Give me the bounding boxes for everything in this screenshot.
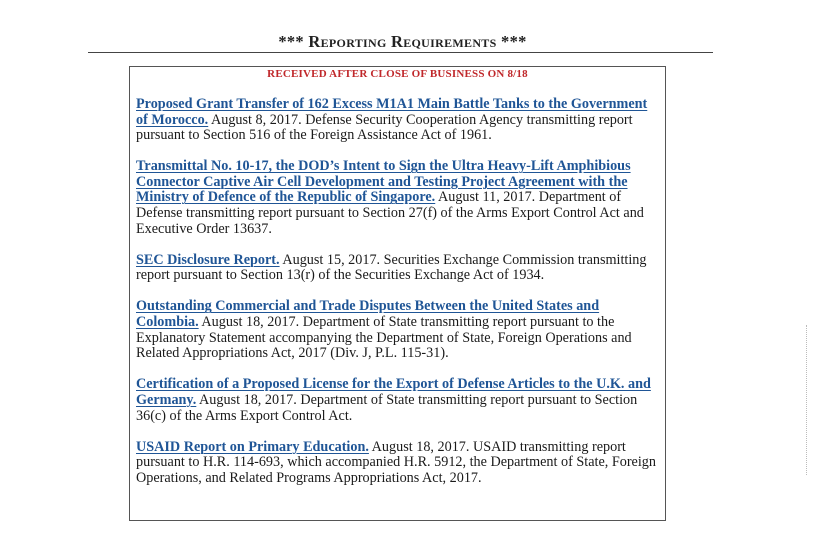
report-entry-uk-germany-license [136, 377, 660, 424]
report-entry-morocco-tanks [136, 97, 660, 144]
report-entry-colombia-disputes [136, 299, 660, 361]
report-link-uk-germany-license[interactable]: Certification of a Proposed License for the Export of Defense Articles to the U.K. and Germany. [136, 376, 651, 408]
report-description: August 11, 2017. Department of Defense transmitting report pursuant to Section 27(f) of the Arms Export Control Act and Executive Order 13637. [136, 189, 644, 237]
title-text: Reporting Requirements [308, 32, 497, 51]
report-description: August 15, 2017. Securities Exchange Commission transmitting report pursuant to Section 13(r) of the Securities Exchange Act of 1934. [136, 251, 647, 284]
report-entry-sec-disclosure [136, 253, 660, 284]
report-list [136, 97, 660, 502]
report-description: August 18, 2017. Department of State transmitting report pursuant to Section 36(c) of the Arms Export Control Act. [136, 391, 638, 424]
report-link-colombia-disputes[interactable]: Outstanding Commercial and Trade Disputes Between the United States and Colombia. [136, 298, 600, 331]
report-link-morocco-tanks[interactable]: Proposed Grant Transfer of 162 Excess M1A1 Main Battle Tanks to the Government of Morocco. [136, 96, 648, 128]
report-description: August 8, 2017. Defense Security Cooperation Agency transmitting report pursuant to Section 516 of the Foreign Assistance Act of 1961. [136, 111, 633, 144]
page-title [0, 32, 805, 52]
title-suffix: *** [501, 32, 527, 51]
received-banner: RECEIVED AFTER CLOSE OF BUSINESS ON 8/18 [267, 68, 528, 80]
scan-edge-mark [806, 325, 809, 475]
title-divider [88, 52, 713, 53]
report-description: August 18, 2017. Department of State transmitting report pursuant to the Explanatory Statement accompanying the Department of State, Foreign Operations and Related Appropriations Act, 2017 (Div. J, P.L. 115-31). [136, 314, 632, 362]
report-description: August 18, 2017. USAID transmitting report pursuant to H.R. 114-693, which accompanied H.R. 5912, the Department of State, Foreign Operations, and Related Programs Appropriations Act, 2017. [136, 438, 656, 486]
report-link-usaid-education[interactable]: USAID Report on Primary Education. [136, 438, 369, 455]
title-prefix: *** [278, 32, 304, 51]
report-entry-usaid-education [136, 440, 660, 487]
report-entry-singapore-agreement [136, 159, 660, 237]
report-link-singapore-agreement[interactable]: Transmittal No. 10-17, the DOD’s Intent to Sign the Ultra Heavy-Lift Amphibious Connector Captive Air Cell Development and Testing Project Agreement with the Ministry of Defence of the Republic of Singapore. [136, 158, 631, 206]
report-link-sec-disclosure[interactable]: SEC Disclosure Report. [136, 251, 280, 268]
